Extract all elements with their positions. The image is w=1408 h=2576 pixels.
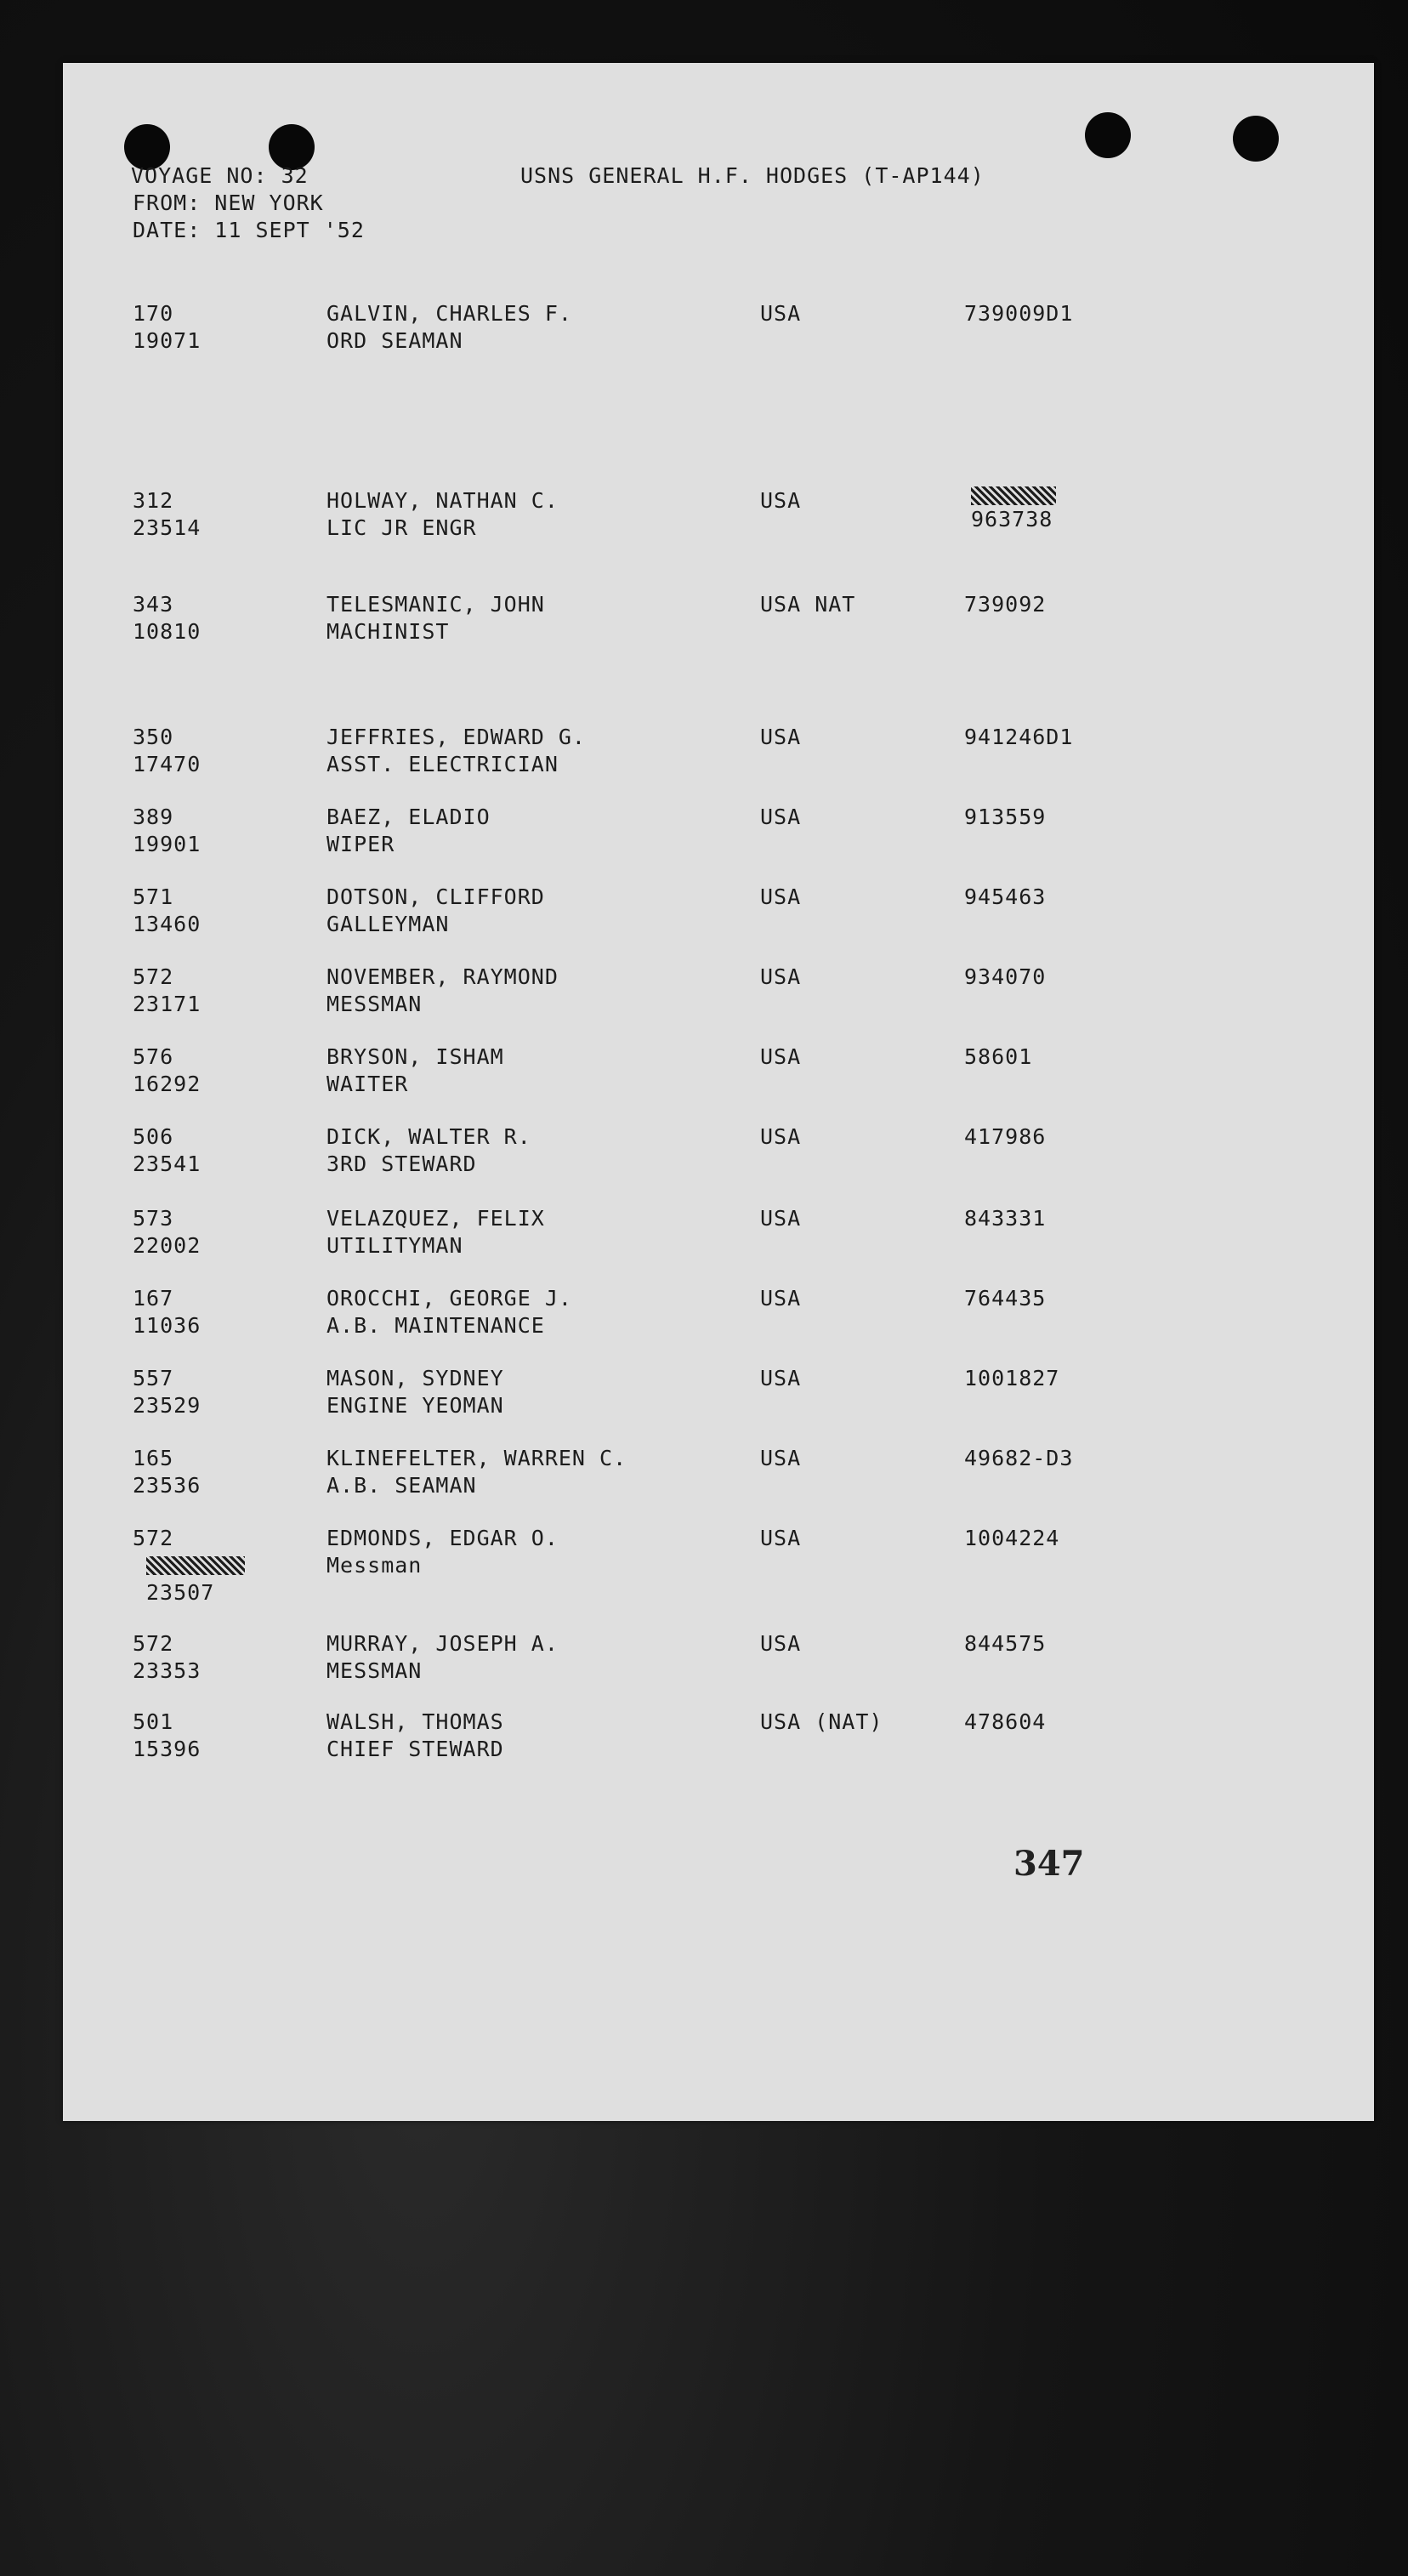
certificate-number: 963738 (971, 507, 1053, 532)
record-number: 572 (133, 1631, 174, 1656)
record-number: 506 (133, 1124, 174, 1149)
certificate-number: 58601 (964, 1044, 1033, 1069)
certificate-number: 1001827 (964, 1366, 1060, 1390)
certificate-number: 764435 (964, 1286, 1047, 1311)
record-number: 557 (133, 1366, 174, 1390)
crew-rating: Messman (326, 1553, 423, 1578)
citizenship: USA (760, 884, 802, 909)
voyage-date: DATE: 11 SEPT '52 (133, 218, 365, 242)
crew-name: DOTSON, CLIFFORD (326, 884, 545, 909)
citizenship: USA (760, 805, 802, 829)
crew-name: OROCCHI, GEORGE J. (326, 1286, 572, 1311)
record-number: 165 (133, 1446, 174, 1470)
citizenship: USA (760, 1286, 802, 1311)
book-number: 16292 (133, 1072, 202, 1096)
certificate-number: 739009D1 (964, 301, 1074, 326)
certificate-number: 417986 (964, 1124, 1047, 1149)
certificate-number: 844575 (964, 1631, 1047, 1656)
crew-rating: A.B. SEAMAN (326, 1473, 477, 1498)
citizenship: USA (760, 1206, 802, 1231)
crew-name: MURRAY, JOSEPH A. (326, 1631, 559, 1656)
crew-rating: MESSMAN (326, 1658, 423, 1683)
certificate-number: 478604 (964, 1709, 1047, 1734)
record-number: 170 (133, 301, 174, 326)
certificate-number: 945463 (964, 884, 1047, 909)
citizenship: USA (760, 1366, 802, 1390)
record-number: 576 (133, 1044, 174, 1069)
crew-rating: WAITER (326, 1072, 409, 1096)
document-page (63, 63, 1374, 2121)
record-number: 572 (133, 1526, 174, 1550)
struck-out-mark (146, 1556, 245, 1575)
record-number: 501 (133, 1709, 174, 1734)
crew-rating: ORD SEAMAN (326, 328, 463, 353)
crew-name: VELAZQUEZ, FELIX (326, 1206, 545, 1231)
record-number: 350 (133, 725, 174, 749)
citizenship: USA (760, 301, 802, 326)
certificate-number: 941246D1 (964, 725, 1074, 749)
page-number: 347 (1013, 1844, 1085, 1884)
crew-name: NOVEMBER, RAYMOND (326, 964, 559, 989)
crew-rating: CHIEF STEWARD (326, 1737, 504, 1761)
crew-name: GALVIN, CHARLES F. (326, 301, 572, 326)
crew-name: HOLWAY, NATHAN C. (326, 488, 559, 513)
citizenship: USA (760, 964, 802, 989)
book-number: 23541 (133, 1152, 202, 1176)
book-number: 22002 (133, 1233, 202, 1258)
book-number: 23514 (133, 515, 202, 540)
crew-rating: MACHINIST (326, 619, 450, 644)
certificate-number: 913559 (964, 805, 1047, 829)
citizenship: USA (760, 488, 802, 513)
book-number: 10810 (133, 619, 202, 644)
crew-name: BAEZ, ELADIO (326, 805, 491, 829)
book-number: 23529 (133, 1393, 202, 1418)
certificate-number: 1004224 (964, 1526, 1060, 1550)
citizenship: USA (760, 1526, 802, 1550)
record-number: 573 (133, 1206, 174, 1231)
book-number: 23353 (133, 1658, 202, 1683)
crew-rating: LIC JR ENGR (326, 515, 477, 540)
record-number: 572 (133, 964, 174, 989)
book-number: 23536 (133, 1473, 202, 1498)
struck-out-mark (971, 486, 1056, 505)
crew-rating: 3RD STEWARD (326, 1152, 477, 1176)
record-number: 343 (133, 592, 174, 617)
voyage-number: VOYAGE NO: 32 (131, 163, 309, 188)
book-number: 11036 (133, 1313, 202, 1338)
certificate-number: 49682-D3 (964, 1446, 1074, 1470)
crew-name: WALSH, THOMAS (326, 1709, 504, 1734)
crew-name: KLINEFELTER, WARREN C. (326, 1446, 627, 1470)
crew-rating: MESSMAN (326, 992, 423, 1016)
departure-port: FROM: NEW YORK (133, 190, 324, 215)
book-number: 19071 (133, 328, 202, 353)
crew-name: EDMONDS, EDGAR O. (326, 1526, 559, 1550)
record-number: 312 (133, 488, 174, 513)
citizenship: USA (760, 1044, 802, 1069)
punch-hole (1085, 112, 1131, 158)
book-number: 23171 (133, 992, 202, 1016)
citizenship: USA NAT (760, 592, 856, 617)
record-number: 167 (133, 1286, 174, 1311)
citizenship: USA (760, 725, 802, 749)
crew-rating: ASST. ELECTRICIAN (326, 752, 559, 776)
crew-name: MASON, SYDNEY (326, 1366, 504, 1390)
book-number: 15396 (133, 1737, 202, 1761)
crew-name: BRYSON, ISHAM (326, 1044, 504, 1069)
citizenship: USA (760, 1631, 802, 1656)
crew-rating: A.B. MAINTENANCE (326, 1313, 545, 1338)
punch-hole (1233, 116, 1279, 162)
certificate-number: 843331 (964, 1206, 1047, 1231)
citizenship: USA (NAT) (760, 1709, 883, 1734)
citizenship: USA (760, 1446, 802, 1470)
crew-name: DICK, WALTER R. (326, 1124, 531, 1149)
crew-rating: ENGINE YEOMAN (326, 1393, 504, 1418)
certificate-number: 739092 (964, 592, 1047, 617)
citizenship: USA (760, 1124, 802, 1149)
book-number: 19901 (133, 832, 202, 856)
crew-rating: UTILITYMAN (326, 1233, 463, 1258)
crew-name: TELESMANIC, JOHN (326, 592, 545, 617)
ship-name: USNS GENERAL H.F. HODGES (T-AP144) (520, 163, 985, 188)
crew-rating: WIPER (326, 832, 395, 856)
record-number: 571 (133, 884, 174, 909)
certificate-number: 934070 (964, 964, 1047, 989)
record-number: 389 (133, 805, 174, 829)
crew-rating: GALLEYMAN (326, 912, 450, 936)
crew-name: JEFFRIES, EDWARD G. (326, 725, 586, 749)
book-number: 23507 (146, 1580, 215, 1605)
book-number: 13460 (133, 912, 202, 936)
book-number: 17470 (133, 752, 202, 776)
